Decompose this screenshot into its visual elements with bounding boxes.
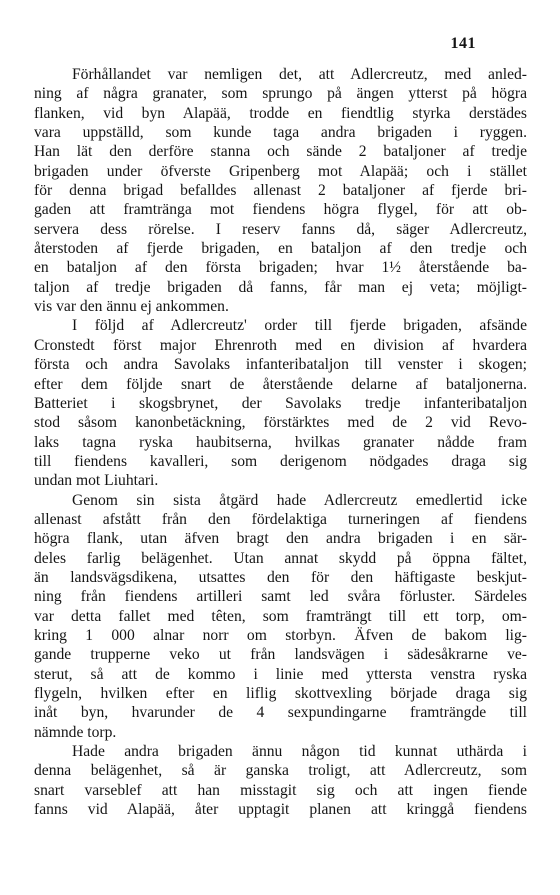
text-line: vara uppställd, som kunde taga andra brigaden i ryggen. bbox=[34, 124, 527, 142]
text-line: I följd af Adlercreutz' order till fjerde brigaden, afsände bbox=[72, 317, 527, 335]
text-line: vis var den ännu ej ankommen. bbox=[34, 298, 229, 316]
text-line: allenast afstått från den fördelaktiga turneringen af fiendens bbox=[34, 510, 527, 528]
text-line: en bataljon af den första brigaden; hvar 1½ återstående ba- bbox=[34, 259, 527, 277]
text-line: Batteriet i skogsbrynet, der Savolaks tredje infanteribataljon bbox=[34, 394, 527, 412]
text-line: stod såsom kanonbetäckning, förstärktes med de 2 vid Revo- bbox=[34, 414, 527, 432]
text-line: taljon af tredje brigaden då fanns, får man ej veta; möjligt- bbox=[34, 278, 527, 296]
text-line: än landsvägsdikena, utsattes den för den häftigaste beskjut- bbox=[34, 568, 527, 586]
text-line: inåt byn, hvarunder de 4 sexpundingarne framträngde till bbox=[34, 704, 527, 722]
text-line: återstoden af fjerde brigaden, en bataljon af den tredje och bbox=[34, 240, 527, 258]
page-number: 141 bbox=[450, 35, 476, 52]
text-line: ning af några granater, som sprungo på ängen ytterst på högra bbox=[34, 85, 527, 103]
text-line: denna belägenhet, så är ganska troligt, att Adlercreutz, som bbox=[34, 762, 527, 780]
text-line: sterut, så att de kommo i linie med yttersta venstra ryska bbox=[34, 665, 527, 683]
text-line: servera dess rörelse. I reserv fanns då, säger Adlercreutz, bbox=[34, 220, 527, 238]
text-line: kring 1 000 alnar norr om storbyn. Äfven de bakom lig- bbox=[34, 626, 527, 644]
text-line: undan mot Liuhtari. bbox=[34, 472, 159, 490]
text-line: Genom sin sista åtgärd hade Adlercreutz emedlertid icke bbox=[72, 491, 527, 509]
text-line: första och andra Savolaks infanteribataljon till venster i skogen; bbox=[34, 356, 527, 374]
text-line: ning från fiendens artilleri samt led svåra förluster. Särdeles bbox=[34, 588, 527, 606]
text-line: efter dem följde snart de återstående delarne af bataljonerna. bbox=[34, 375, 527, 393]
text-line: Förhållandet var nemligen det, att Adlercreutz, med anled- bbox=[72, 66, 527, 83]
text-line: snart varseblef att han misstagit sig och att ingen fiende bbox=[34, 781, 527, 799]
text-line: gande trupperne veko ut från landsvägen i sädesåkrarne ve- bbox=[34, 646, 527, 664]
text-line: flygeln, hvilken efter en liflig skottvexling började draga sig bbox=[34, 685, 527, 702]
text-line: högra flank, utan äfven bragt den andra brigaden i en sär- bbox=[34, 530, 527, 548]
text-line: nämnde torp. bbox=[34, 723, 117, 741]
text-line: för denna brigad befalldes allenast 2 bataljoner af fjerde bri- bbox=[34, 182, 527, 200]
text-line: Hade andra brigaden ännu någon tid kunnat uthärda i bbox=[72, 743, 527, 761]
text-line: Han lät den derföre stanna och sände 2 bataljoner af tredje bbox=[34, 143, 527, 161]
text-line: deles farlig belägenhet. Utan annat skydd på öppna fältet, bbox=[34, 549, 527, 567]
text-line: till fiendens kavalleri, som derigenom nödgades draga sig bbox=[34, 452, 527, 470]
text-line: flanken, vid byn Alapää, trodde en fiendtlig styrka derstädes bbox=[34, 104, 527, 122]
text-line: laks tagna ryska haubitserna, hvilkas granater nådde fram bbox=[34, 433, 527, 451]
text-line: var detta fallet med têten, som framträngt till ett torp, om- bbox=[34, 607, 527, 625]
text-line: Cronstedt först major Ehrenroth med en division af hvardera bbox=[34, 336, 527, 354]
text-line: brigaden under öfverste Gripenberg mot Alapää; och i stället bbox=[34, 162, 527, 180]
text-line: fanns vid Alapää, åter upptagit planen att kringgå fiendens bbox=[34, 801, 527, 819]
body-text bbox=[34, 65, 527, 819]
text-line: gaden att framtränga mot fiendens högra flygel, för att ob- bbox=[34, 201, 527, 219]
